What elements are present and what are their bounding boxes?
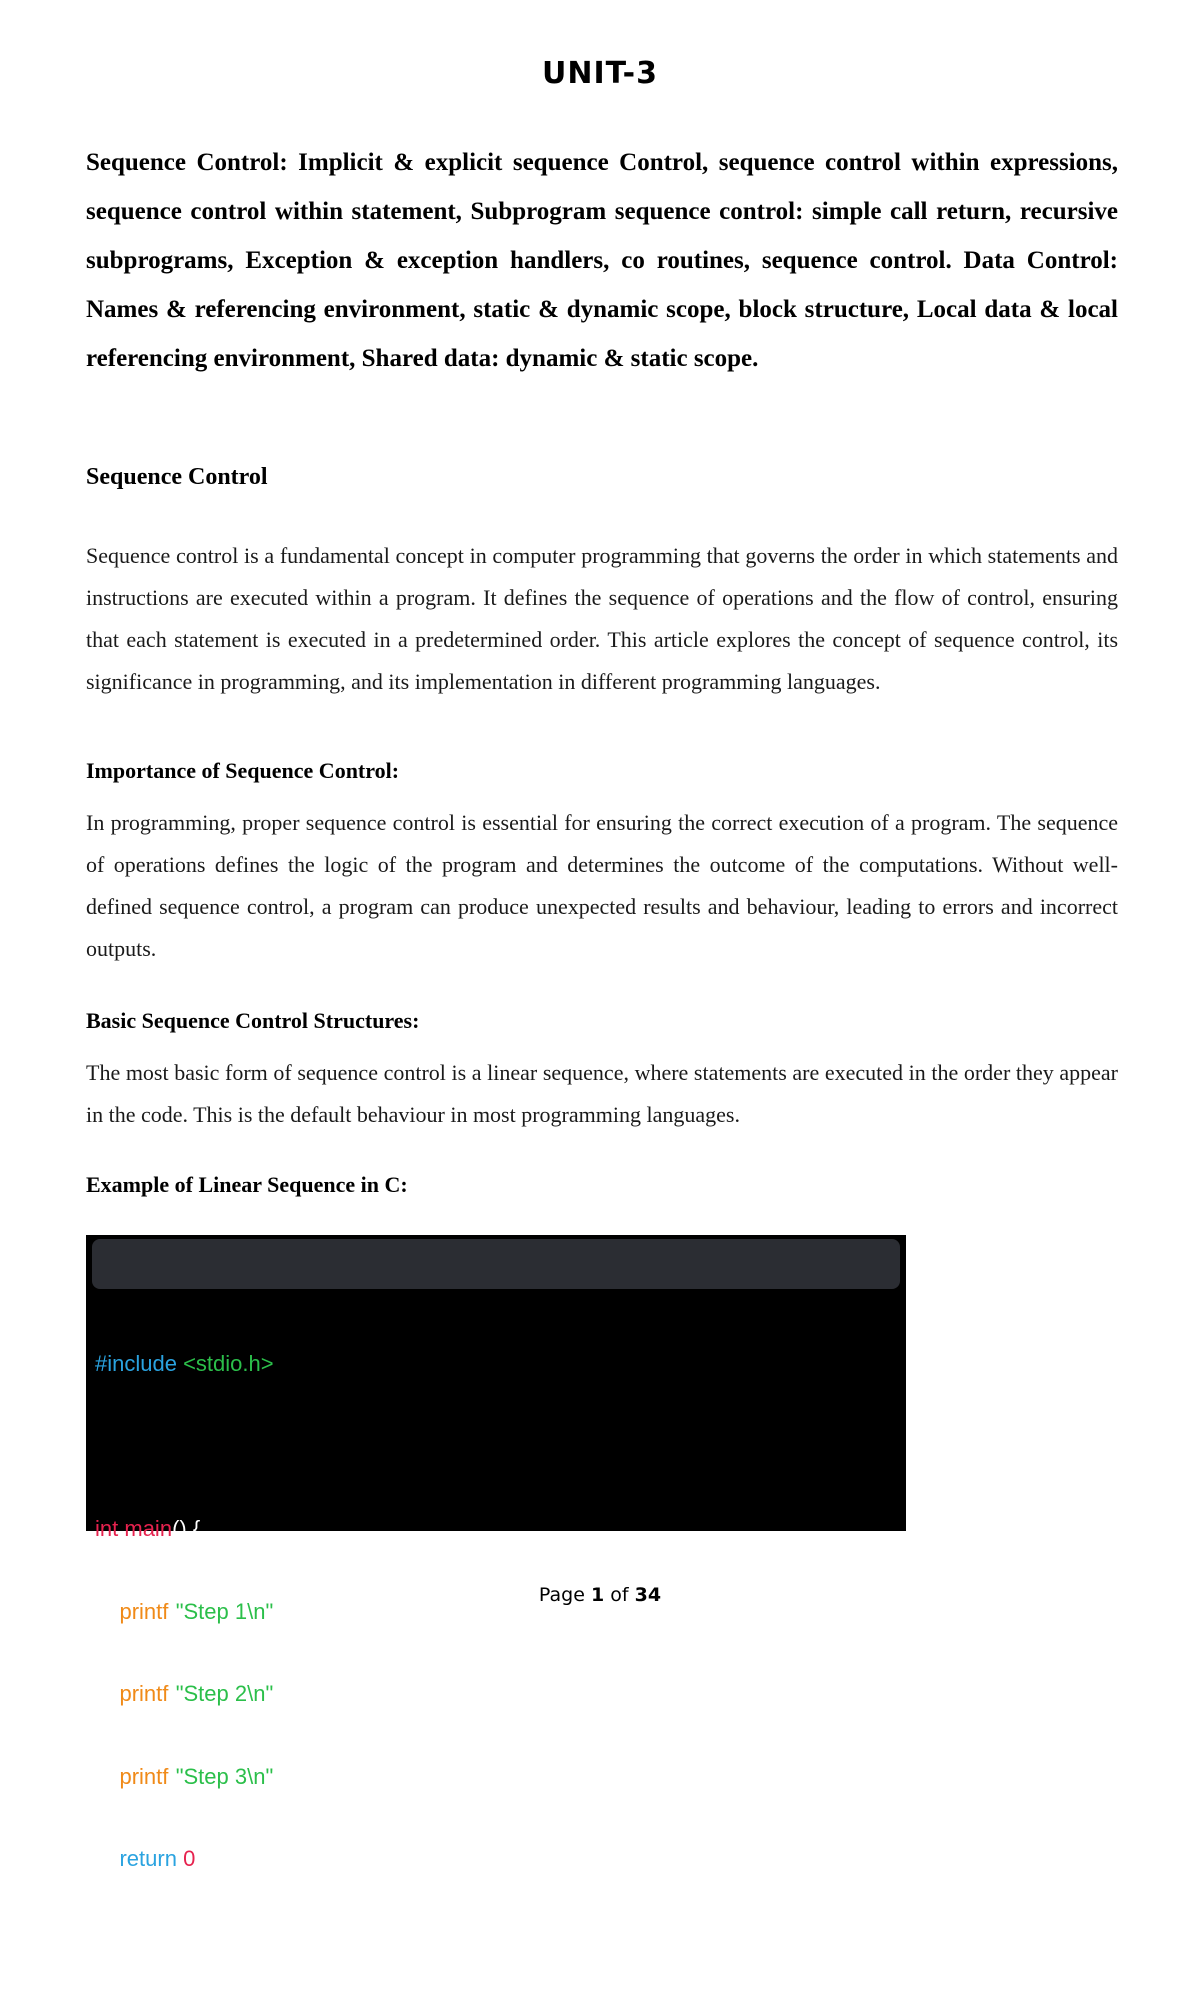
code-include-header: <stdio.h> <box>183 1351 274 1376</box>
importance-heading: Importance of Sequence Control: <box>86 758 400 783</box>
basic-heading: Basic Sequence Control Structures: <box>86 1008 420 1033</box>
basic-paragraph: The most basic form of sequence control is a linear sequence, where statements are executed in the order they appear in the code. This is the default behaviour in most programming languages. <box>86 1060 1118 1127</box>
intro-paragraph: Sequence control is a fundamental concept in computer programming that governs the order in which statements and instructions are executed within a program. It defines the sequence of operations and the flow of control, ensuring that each statement is executed in a predetermined order. This article explores the concept of sequence control, its significance in programming, and its implementation in different programming languages. <box>86 543 1118 694</box>
code-string-step1: "Step 1\n" <box>175 1598 274 1624</box>
code-line-close <box>95 1928 287 1956</box>
code-return-keyword: return <box>119 1846 177 1871</box>
code-return-value: 0 <box>183 1846 196 1871</box>
code-close-brace: } <box>95 1928 103 1954</box>
code-printf-fn: printf <box>119 1598 169 1624</box>
code-main-rest: () { <box>172 1516 201 1541</box>
code-include-keyword: #include <box>95 1351 177 1376</box>
code-header-bar <box>92 1239 900 1289</box>
importance-paragraph: In programming, proper sequence control is essential for ensuring the correct execution of a program. The sequence of operations defines the logic of the program and determines the outcome of the computations. Without well-defined sequence control, a program can produce unexpected results and behaviour, leading to errors and incorrect outputs. <box>86 810 1118 961</box>
code-line-include <box>95 1350 287 1378</box>
code-string-step2: "Step 2\n" <box>175 1681 274 1706</box>
footer-total-pages: 34 <box>634 1584 662 1606</box>
code-printf-fn: printf <box>119 1763 169 1789</box>
example-heading: Example of Linear Sequence in C: <box>86 1172 408 1197</box>
footer-of-label: of <box>610 1584 629 1606</box>
code-printf-fn: printf <box>119 1681 169 1706</box>
code-type-keyword: int <box>95 1516 119 1541</box>
syllabus-paragraph: Sequence Control: Implicit & explicit sequence Control, sequence control within expressions, sequence control within statement, Subprogram sequence control: simple call return, recursive subprograms, Exception & exception handlers, co routines, sequence control. Data Control: Names & referencing environment, static & dynamic scope, block structure, Local data & local referencing environment, Shared data: dynamic & static scope. <box>86 149 1118 372</box>
code-string-step3: "Step 3\n" <box>175 1763 274 1789</box>
code-line-return: return 0; <box>119 1846 202 1871</box>
page-title: UNIT-3 <box>541 56 658 91</box>
code-line-printf-3: printf("Step 3\n"); <box>119 1763 287 1789</box>
code-line-printf-1: printf("Step 1\n"); <box>119 1598 287 1624</box>
page-footer <box>0 1584 1200 1606</box>
code-line-printf-2: printf("Step 2\n"); <box>119 1681 287 1706</box>
code-main-function: main <box>124 1516 173 1541</box>
code-line-main <box>95 1515 287 1543</box>
code-line-blank <box>95 1433 287 1461</box>
code-body <box>95 1295 287 2010</box>
footer-page-label: Page <box>538 1584 585 1606</box>
footer-current-page: 1 <box>590 1584 605 1606</box>
section-heading: Sequence Control <box>86 464 268 490</box>
